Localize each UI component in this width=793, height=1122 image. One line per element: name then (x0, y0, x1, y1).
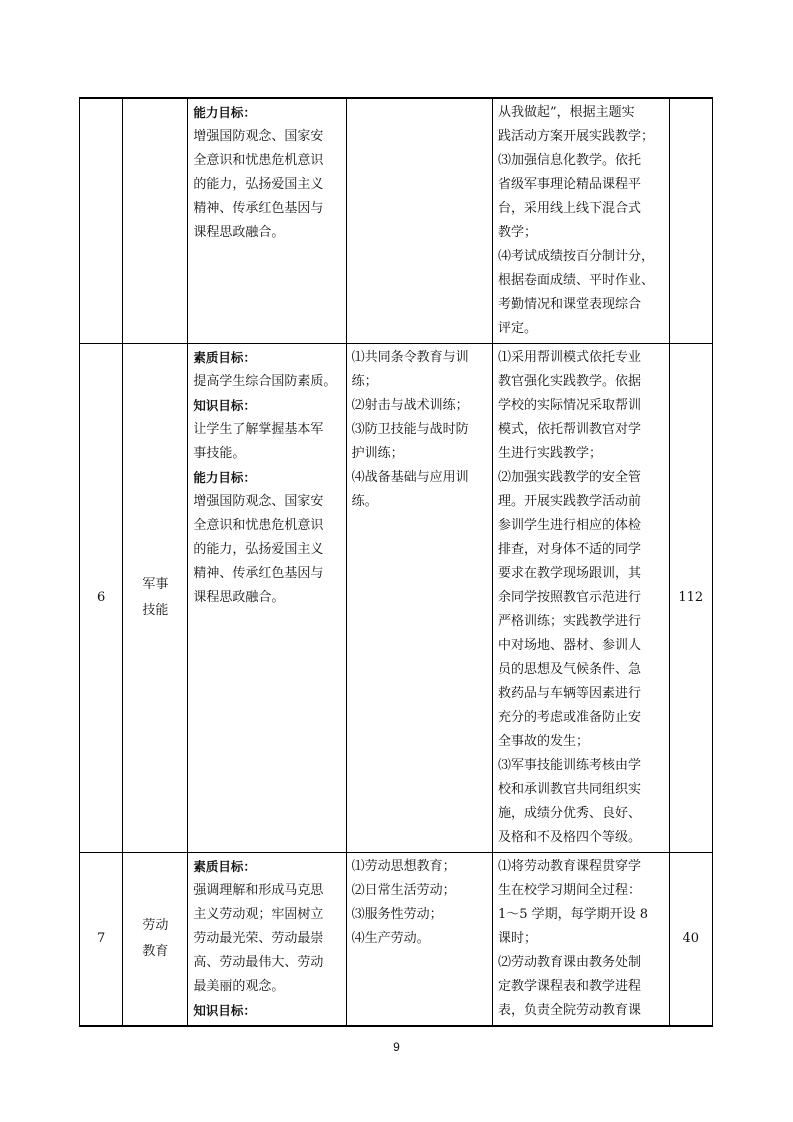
goal-text-line: 精神、传承红色基因与 (193, 201, 324, 216)
goal-text-line: 最美丽的观念。 (193, 979, 285, 994)
requirement-line: 考勤情况和课堂表现综合 (497, 297, 641, 312)
course-number: 7 (97, 931, 106, 946)
goal-label: 知识目标： (193, 1003, 256, 1018)
content-line: 护训练； (351, 446, 404, 461)
requirement-line: 员的思想及气候条件、急 (497, 662, 641, 677)
requirement-line: 学校的实际情况采取帮训 (497, 398, 641, 413)
course-name-cell (123, 98, 188, 344)
requirement-line: 生在校学习期间全过程： (497, 883, 641, 898)
requirement-line: 救药品与车辆等因素进行 (497, 686, 641, 701)
requirement-line: 1～5 学期，每学期开设 8 (497, 907, 649, 922)
course-table (79, 97, 713, 1027)
requirement-line: ⑴采用帮训模式依托专业 (497, 350, 641, 365)
requirement-line: 校和承训教官共同组织实 (497, 782, 641, 797)
requirement-line: 全事故的发生； (497, 734, 589, 749)
requirement-line: 模式，依托帮训教官对学 (497, 422, 641, 437)
course-content-cell (346, 344, 492, 853)
requirement-line: 省级军事理论精品课程平 (497, 177, 641, 192)
requirement-line: 排查，对身体不适的同学 (497, 542, 641, 557)
course-hours: 112 (678, 590, 704, 605)
course-goals-cell (188, 853, 346, 1027)
requirement-line: 中对场地、器材、参训人 (497, 638, 641, 653)
course-number: 6 (97, 590, 106, 605)
goal-text-line: 精神、传承红色基因与 (193, 566, 324, 581)
course-row (80, 98, 713, 344)
teaching-requirements-cell (492, 98, 669, 344)
requirement-line: 定教学课程表和教学进程 (497, 979, 641, 994)
teaching-requirements-cell (492, 853, 669, 1027)
content-line: ⑷战备基础与应用训 (351, 470, 469, 485)
goal-text-line: 高、劳动最伟大、劳动 (193, 955, 324, 970)
content-line: ⑴劳动思想教育； (351, 859, 456, 874)
goal-text-line: 让学生了解掌握基本军 (193, 422, 324, 437)
content-line: ⑶服务性劳动； (351, 907, 443, 922)
course-table-body (80, 98, 713, 1026)
course-row (80, 344, 713, 853)
requirement-line: 充分的考虑或准备防止安 (497, 710, 641, 725)
goal-text-line: 的能力，弘扬爱国主义 (193, 177, 324, 192)
requirement-line: 根据卷面成绩、平时作业、 (497, 273, 654, 288)
requirement-line: 教学； (497, 225, 537, 240)
content-line: 练。 (351, 494, 378, 509)
course-goals-cell (188, 98, 346, 344)
content-line: ⑴共同条令教育与训 (351, 350, 469, 365)
course-name-line: 技能 (142, 603, 169, 618)
goal-text-line: 劳动最光荣、劳动最崇 (193, 931, 324, 946)
goal-text-line: 增强国防观念、国家安 (193, 494, 324, 509)
requirement-line: ⑵劳动教育课由教务处制 (497, 955, 641, 970)
requirement-line: 生进行实践教学； (497, 446, 602, 461)
course-number-cell (80, 98, 123, 344)
requirement-line: 理。开展实践教学活动前 (497, 494, 641, 509)
requirement-line: 课时； (497, 931, 537, 946)
course-content-cell (346, 98, 492, 344)
course-number-cell (80, 853, 123, 1027)
goal-text-line: 主义劳动观；牢固树立 (193, 907, 324, 922)
requirement-line: 从我做起”，根据主题实 (497, 105, 635, 120)
requirement-line: ⑶军事技能训练考核由学 (497, 758, 641, 773)
page-number: 9 (393, 1040, 400, 1054)
requirement-line: ⑶加强信息化教学。依托 (497, 153, 641, 168)
goal-text-line: 事技能。 (193, 446, 246, 461)
teaching-requirements-cell (492, 344, 669, 853)
requirement-line: 评定。 (497, 321, 537, 336)
requirement-line: 余同学按照教官示范进行 (497, 590, 641, 605)
requirement-line: 践活动方案开展实践教学； (497, 129, 654, 144)
requirement-line: 表，负责全院劳动教育课 (497, 1003, 641, 1018)
content-line: ⑵日常生活劳动； (351, 883, 456, 898)
goal-label: 能力目标： (193, 105, 256, 120)
course-hours-cell (669, 853, 712, 1027)
course-row (80, 853, 713, 1027)
requirement-line: 严格训练；实践教学进行 (497, 614, 641, 629)
requirement-line: ⑴将劳动教育课程贯穿学 (497, 859, 641, 874)
course-hours: 40 (682, 931, 700, 946)
goal-text-line: 强调理解和形成马克思 (193, 883, 324, 898)
content-line: ⑶防卫技能与战时防 (351, 422, 469, 437)
goal-text-line: 课程思政融合。 (193, 225, 285, 240)
course-name-cell (123, 853, 188, 1027)
course-goals-cell (188, 344, 346, 853)
requirement-line: ⑵加强实践教学的安全管 (497, 470, 641, 485)
requirement-line: 参训学生进行相应的体检 (497, 518, 641, 533)
course-name-line: 军事 (142, 577, 169, 592)
goal-label: 素质目标： (193, 350, 256, 365)
course-name-cell (123, 344, 188, 853)
content-line: ⑷生产劳动。 (351, 931, 430, 946)
requirement-line: 施，成绩分优秀、良好、 (497, 806, 641, 821)
goal-text-line: 全意识和忧患危机意识 (193, 153, 324, 168)
requirement-line: 教官强化实践教学。依据 (497, 374, 641, 389)
course-name-line: 教育 (142, 944, 169, 959)
requirement-line: ⑷考试成绩按百分制计分， (497, 249, 654, 264)
goal-label: 素质目标： (193, 859, 256, 874)
requirement-line: 要求在教学现场跟训，其 (497, 566, 641, 581)
course-name-line: 劳动 (142, 918, 169, 933)
requirement-line: 台，采用线上线下混合式 (497, 201, 641, 216)
goal-text-line: 课程思政融合。 (193, 590, 285, 605)
course-number-cell (80, 344, 123, 853)
goal-label: 能力目标： (193, 470, 256, 485)
goal-text-line: 增强国防观念、国家安 (193, 129, 324, 144)
course-hours-cell (669, 98, 712, 344)
content-line: ⑵射击与战术训练； (351, 398, 469, 413)
course-content-cell (346, 853, 492, 1027)
requirement-line: 及格和不及格四个等级。 (497, 830, 641, 845)
course-hours-cell (669, 344, 712, 853)
goal-label: 知识目标： (193, 398, 256, 413)
goal-text-line: 全意识和忧患危机意识 (193, 518, 324, 533)
goal-text-line: 提高学生综合国防素质。 (193, 374, 337, 389)
content-line: 练； (351, 374, 378, 389)
goal-text-line: 的能力，弘扬爱国主义 (193, 542, 324, 557)
